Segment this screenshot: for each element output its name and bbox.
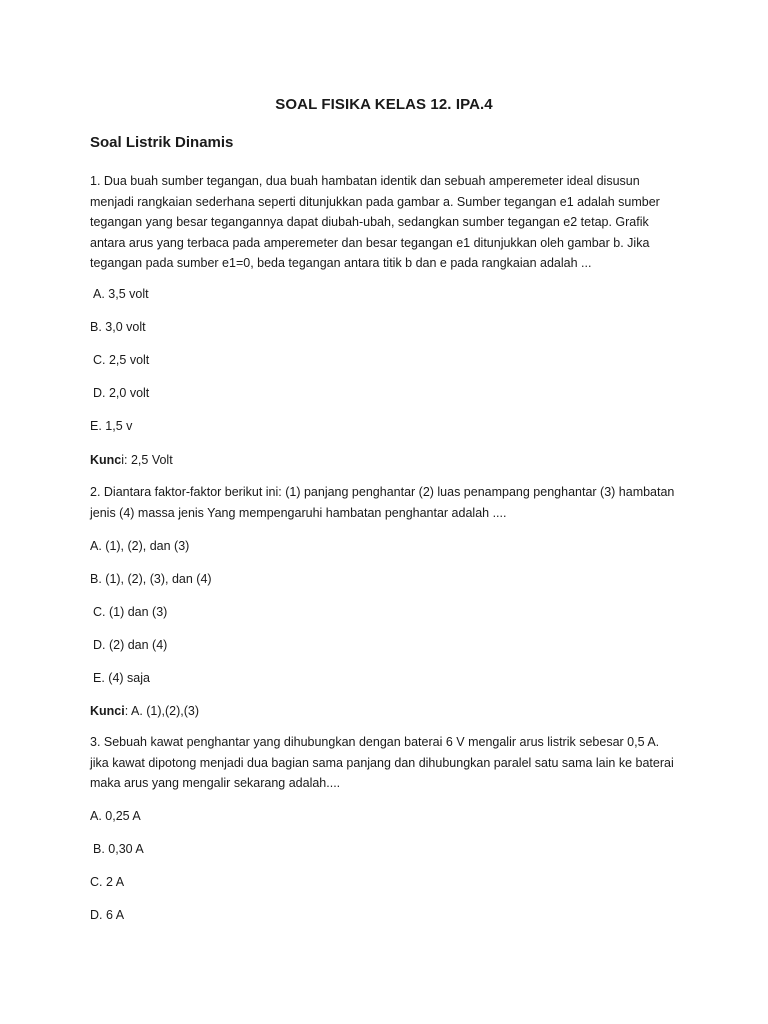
q1-option-b: B. 3,0 volt [90, 320, 146, 334]
q1-answer-key [90, 452, 173, 468]
q1-option-d: D. 2,0 volt [93, 386, 150, 400]
question-1-text: 1. Dua buah sumber tegangan, dua buah hambatan identik dan sebuah amperemeter ideal disusun menjadi rangkaian sederhana seperti ditunjukkan pada gambar a. Sumber tegangan e1 adalah sumber tegangan yang besar tegangannya dapat diubah-ubah, sedangkan sumber tegangan e2 tetap. Grafik antara arus yang terbaca pada amperemeter dan besar tegangan e1 ditunjukkan oleh gambar b. Jika tegangan pada sumber e1=0, beda tegangan antara titik b dan e pada rangkaian adalah ... [90, 174, 660, 270]
q2-key-value: : A. (1),(2),(3) [124, 704, 200, 718]
document-title: SOAL FISIKA KELAS 12. IPA.4 [275, 96, 493, 113]
q1-key-value: i: 2,5 Volt [121, 453, 173, 467]
question-2-text: 2. Diantara faktor-faktor berikut ini: (1) panjang penghantar (2) luas penampang penghantar (3) hambatan jenis (4) massa jenis Yang mempengaruhi hambatan penghantar adalah .... [90, 485, 675, 520]
q3-option-c: C. 2 A [90, 875, 125, 889]
q3-option-a: A. 0,25 A [90, 809, 141, 823]
question-3-text: 3. Sebuah kawat penghantar yang dihubungkan dengan baterai 6 V mengalir arus listrik sebesar 0,5 A. jika kawat dipotong menjadi dua bagian sama panjang dan dihubungkan paralel satu sama lain ke baterai maka arus yang mengalir sekarang adalah.... [90, 735, 674, 790]
q2-option-b: B. (1), (2), (3), dan (4) [90, 572, 212, 586]
q1-key-label: Kunc [90, 453, 122, 467]
q1-option-e: E. 1,5 v [90, 419, 133, 433]
q2-key-label: Kunci [90, 704, 125, 718]
q3-option-d: D. 6 A [90, 908, 125, 922]
q2-option-d: D. (2) dan (4) [93, 638, 168, 652]
q2-option-a: A. (1), (2), dan (3) [90, 539, 190, 553]
q2-answer-key [90, 703, 199, 719]
section-heading: Soal Listrik Dinamis [90, 134, 234, 151]
q1-option-a: A. 3,5 volt [93, 287, 149, 301]
q2-option-c: C. (1) dan (3) [93, 605, 168, 619]
q3-option-b: B. 0,30 A [93, 842, 144, 856]
q1-option-c: C. 2,5 volt [93, 353, 150, 367]
q2-option-e: E. (4) saja [93, 671, 150, 685]
